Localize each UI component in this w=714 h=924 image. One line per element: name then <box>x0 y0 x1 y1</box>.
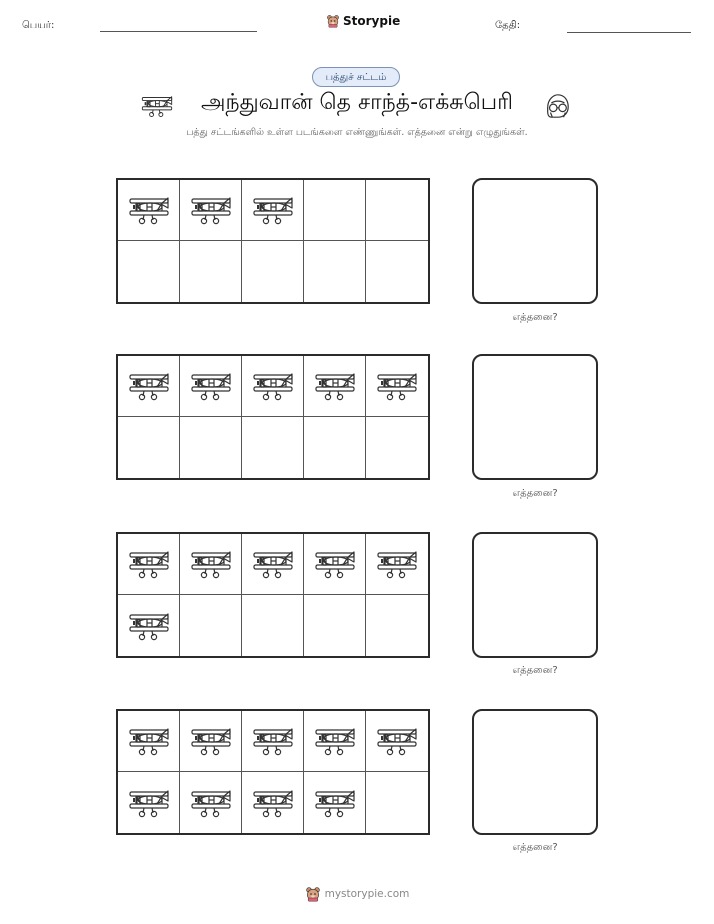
answer-label-1: எத்தனை? <box>512 312 558 323</box>
biplane-icon <box>251 548 295 580</box>
ten-frame-cell <box>366 595 428 656</box>
biplane-icon <box>251 725 295 757</box>
brand-name: Storypie <box>343 14 401 28</box>
answer-label-3: எத்தனை? <box>512 665 558 676</box>
biplane-icon <box>127 194 171 226</box>
biplane-icon <box>189 370 233 402</box>
ten-frame-cell <box>180 711 242 772</box>
instructions: பத்து சட்டங்களில் உள்ள படங்களை எண்ணுங்கள். எத்தனை என்று எழுதுங்கள். <box>186 127 528 138</box>
ten-frame-cell <box>180 595 242 656</box>
ten-frame-cell <box>118 534 180 595</box>
biplane-icon <box>375 370 419 402</box>
ten-frame-cell <box>242 417 304 478</box>
name-field[interactable] <box>100 31 257 32</box>
ten-frame-cell <box>366 417 428 478</box>
biplane-icon <box>189 787 233 819</box>
ten-frame-cell <box>118 772 180 833</box>
ten-frame-cell <box>242 772 304 833</box>
ten-frame-cell <box>304 595 366 656</box>
ten-frame-cell <box>304 772 366 833</box>
ten-frame-3 <box>116 532 430 658</box>
ten-frame-cell <box>118 711 180 772</box>
ten-frame-cell <box>366 711 428 772</box>
ten-frame-cell <box>180 180 242 241</box>
biplane-icon <box>127 610 171 642</box>
ten-frame-cell <box>118 241 180 302</box>
worksheet-type-badge: பத்துச் சட்டம் <box>312 67 400 87</box>
ten-frame-cell <box>242 711 304 772</box>
ten-frame-cell <box>180 772 242 833</box>
ten-frame-cell <box>304 180 366 241</box>
answer-box-2[interactable] <box>472 354 598 480</box>
answer-box-1[interactable] <box>472 178 598 304</box>
biplane-icon <box>313 725 357 757</box>
name-label: பெயர்: <box>22 20 55 31</box>
footer-url[interactable]: mystorypie.com <box>324 888 410 900</box>
ten-frame-cell <box>242 595 304 656</box>
ten-frame-cell <box>366 356 428 417</box>
ten-frame-cell <box>242 356 304 417</box>
ten-frame-cell <box>304 417 366 478</box>
ten-frame-cell <box>118 356 180 417</box>
biplane-icon <box>251 370 295 402</box>
ten-frame-4 <box>116 709 430 835</box>
biplane-icon <box>127 370 171 402</box>
aviator-helmet-icon <box>543 92 571 120</box>
biplane-icon <box>189 725 233 757</box>
ten-frame-cell <box>180 241 242 302</box>
ten-frame-cell <box>304 241 366 302</box>
ten-frame-cell <box>180 534 242 595</box>
ten-frame-cell <box>304 534 366 595</box>
ten-frame-cell <box>242 534 304 595</box>
brand-logo <box>326 14 400 28</box>
bear-mascot-icon <box>305 886 321 902</box>
answer-label-4: எத்தனை? <box>512 842 558 853</box>
ten-frame-cell <box>366 534 428 595</box>
ten-frame-1 <box>116 178 430 304</box>
footer <box>0 886 714 902</box>
biplane-icon <box>313 370 357 402</box>
ten-frame-cell <box>304 356 366 417</box>
ten-frame-2 <box>116 354 430 480</box>
ten-frame-cell <box>180 417 242 478</box>
ten-frame-cell <box>242 180 304 241</box>
ten-frame-cell <box>366 241 428 302</box>
biplane-icon <box>251 194 295 226</box>
ten-frame-cell <box>118 595 180 656</box>
answer-box-4[interactable] <box>472 709 598 835</box>
ten-frame-cell <box>118 180 180 241</box>
date-label: தேதி: <box>495 20 521 31</box>
biplane-icon <box>375 548 419 580</box>
ten-frame-cell <box>180 356 242 417</box>
ten-frame-cell <box>118 417 180 478</box>
biplane-icon <box>127 548 171 580</box>
answer-box-3[interactable] <box>472 532 598 658</box>
worksheet-title: அந்துவான் தெ சாந்த்-எக்சுபெரி <box>201 90 513 115</box>
biplane-icon <box>375 725 419 757</box>
ten-frame-cell <box>304 711 366 772</box>
ten-frame-cell <box>366 772 428 833</box>
bear-mascot-icon <box>326 14 340 28</box>
ten-frame-cell <box>242 241 304 302</box>
biplane-icon <box>313 548 357 580</box>
date-field[interactable] <box>567 32 691 33</box>
biplane-icon <box>127 787 171 819</box>
biplane-icon <box>189 548 233 580</box>
biplane-icon <box>313 787 357 819</box>
biplane-icon <box>251 787 295 819</box>
biplane-icon <box>189 194 233 226</box>
answer-label-2: எத்தனை? <box>512 488 558 499</box>
biplane-icon <box>127 725 171 757</box>
ten-frame-cell <box>366 180 428 241</box>
